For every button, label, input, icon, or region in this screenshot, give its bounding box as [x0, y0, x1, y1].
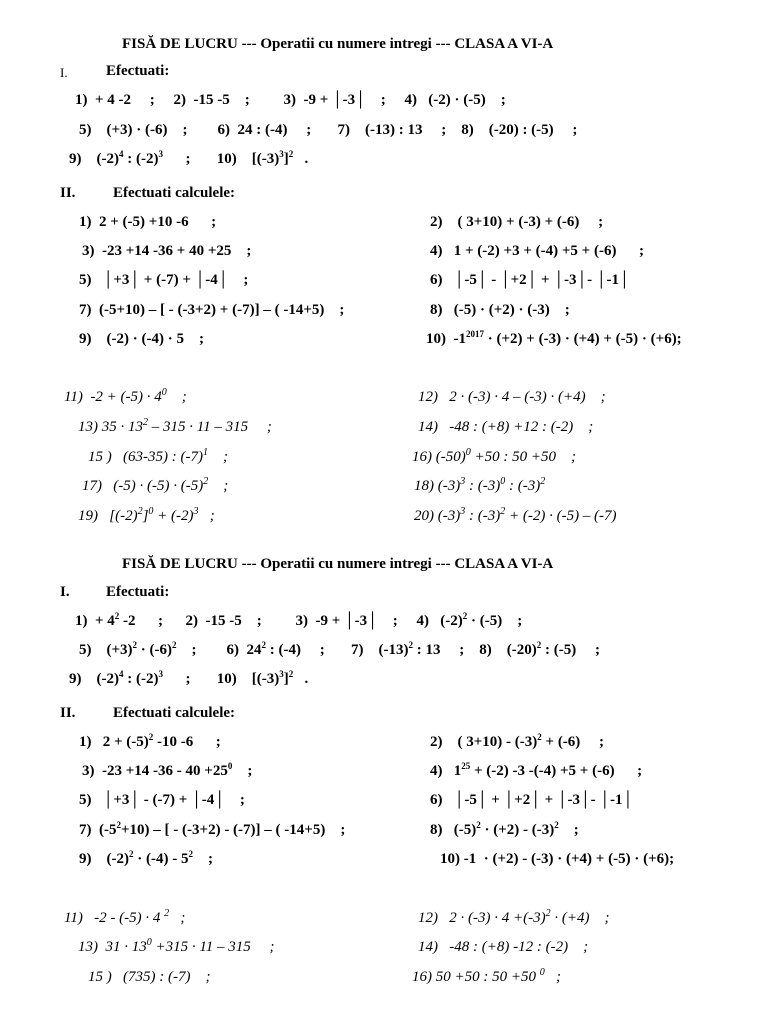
sheet1-title: FISĂ DE LUCRU --- Operatii cu numere intregi --- CLASA A VI-A: [122, 36, 554, 52]
sheet1-exercise-14: 14) -48 : (+8) +12 : (-2) ;: [418, 419, 594, 435]
sheet1-exercise-17: 17) $(-5) \cdot (-5) \cdot (-5)^2$ ;: [82, 476, 229, 494]
sheet1-exercise-3: 3) -23 +14 -36 + 40 +25 ;: [82, 243, 252, 259]
sheet1-part1-heading: Efectuati:: [106, 63, 170, 79]
sheet1-exercise-2: 2) ( 3+10) + (-3) + (-6) ;: [430, 214, 604, 230]
sheet2-part1-line1: $1) + 4^2$ -2 ; 2) -15 -5 ; 3) -9 + │-3│ ; 4) $(-2)^2 \cdot (-5)$ ;: [75, 611, 523, 629]
sheet1-exercise-7: 7) (-5+10) – [ - (-3+2) + (-7)] – ( -14+5) ;: [79, 302, 345, 318]
sheet1-exercise-16: 16) $(-50)^0 +50$ : 50 +50 ;: [412, 447, 576, 465]
sheet1-exercise-13: 13) $35 \cdot 13^2 - 315 \cdot 11 - 315$ ;: [78, 417, 272, 435]
sheet1-exercise-6: 6) │-5│ - │+2│ + │-3│- │-1│: [430, 272, 630, 288]
sheet1-exercise-15: 15 ) (63-35) : $(-7)^1$ ;: [88, 447, 228, 465]
sheet2-exercise-16: 16) 50 +50 : 50 +50 $^0$ ;: [412, 967, 561, 985]
sheet1-exercise-19: 19) $[(-2)^2]^0 + (-2)^3$ ;: [78, 506, 215, 524]
sheet2-part2-number: II.: [60, 705, 76, 721]
sheet2-exercise-13: 13) $31 \cdot 13^0 +315 \cdot 11 - 315$ ;: [78, 937, 275, 955]
sheet2-exercise-12: 12) $2 \cdot (-3) \cdot 4 +(-3)^2 \cdot (+4)$ ;: [418, 908, 610, 926]
sheet2-part1-heading: Efectuati:: [106, 584, 170, 600]
sheet2-part1-line3: 9) $(-2)^4$ : $(-2)^3$ ; 10) $[(-3)^3]^2$ .: [69, 669, 309, 687]
sheet2-exercise-4: 4) $1^{25} + (-2)$ -3 -(-4) +5 + (-6) ;: [430, 761, 643, 779]
sheet1-exercise-8: 8) (-5) · (+2) · (-3) ;: [430, 302, 570, 318]
sheet1-exercise-10: 10) $-1^{2017} \cdot (+2) + (-3) \cdot (+4) + (-5) \cdot (+6)$;: [426, 329, 682, 347]
sheet1-exercise-1: 1) 2 + (-5) +10 -6 ;: [79, 214, 217, 230]
sheet2-exercise-5: 5) │+3│ - (-7) + │-4│ ;: [79, 792, 245, 808]
sheet1-exercise-18: 18) $(-3)^3$ : $(-3)^0$ : $(-3)^2$: [414, 476, 546, 494]
sheet2-exercise-8: 8) $(-5)^2 \cdot (+2) - (-3)^2$ ;: [430, 820, 579, 838]
sheet2-part2-heading: Efectuati calculele:: [113, 705, 236, 721]
sheet1-exercise-12: 12) 2 · (-3) · 4 – (-3) · (+4) ;: [418, 389, 606, 405]
sheet2-part1-number: I.: [60, 584, 70, 600]
sheet2-title: FISĂ DE LUCRU --- Operatii cu numere intregi --- CLASA A VI-A: [122, 556, 554, 572]
sheet2-part1-line2: 5) $(+3)^2 \cdot (-6)^2$ ; 6) $24^2$ : (-4) ; 7) $(-13)^2$ : 13 ; 8) $(-20)^2$ : (-5) ;: [79, 640, 600, 658]
sheet2-exercise-1: 1) $2 + (-5)^2$ -10 -6 ;: [79, 732, 221, 750]
sheet1-part1-number: I.: [60, 65, 68, 80]
sheet1-part1-line3: 9) $(-2)^4$ : $(-2)^3$ ; 10) $[(-3)^3]^2$ .: [69, 149, 309, 167]
sheet2-exercise-3: 3) -23 +14 $-36 - 40 +25^0$ ;: [82, 761, 253, 779]
sheet2-exercise-2: 2) ( $3+10) - (-3)^2 + (-6)$ ;: [430, 732, 605, 750]
sheet2-exercise-14: 14) -48 : (+8) -12 : (-2) ;: [418, 939, 589, 955]
sheet2-exercise-6: 6) │-5│ + │+2│ + │-3│- │-1│: [430, 792, 634, 808]
sheet1-exercise-11: 11) $-2 + (-5) \cdot 4^0$ ;: [64, 387, 187, 405]
sheet1-part1-line2: 5) (+3) · (-6) ; 6) 24 : (-4) ; 7) (-13) : 13 ; 8) (-20) : (-5) ;: [79, 122, 578, 138]
sheet1-exercise-5: 5) │+3│ + (-7) + │-4│ ;: [79, 272, 249, 288]
sheet2-exercise-15: 15 ) (735) : (-7) ;: [88, 969, 211, 985]
sheet2-exercise-10: 10) -1 · (+2) - (-3) · (+4) + (-5) · (+6);: [440, 851, 675, 867]
sheet1-exercise-20: 20) $(-3)^3$ : $(-3)^2 + (-2) \cdot (-5) - (-7)$: [414, 506, 617, 524]
sheet1-exercise-9: 9) (-2) · (-4) · 5 ;: [79, 331, 204, 347]
sheet1-exercise-4: 4) 1 + (-2) +3 + (-4) +5 + (-6) ;: [430, 243, 644, 259]
sheet1-part2-number: II.: [60, 185, 76, 201]
sheet1-part2-heading: Efectuati calculele:: [113, 185, 236, 201]
sheet2-exercise-7: 7) $(-5^2+10)$ – [ - (-3+2) - (-7)] – ( -14+5) ;: [79, 820, 346, 838]
sheet2-exercise-11: 11) -2 - (-5) · 4 $^2$ ;: [64, 908, 186, 926]
sheet2-exercise-9: 9) $(-2)^2 \cdot (-4) - 5^2$ ;: [79, 849, 213, 867]
sheet1-part1-line1: 1) + 4 -2 ; 2) -15 -5 ; 3) -9 + │-3│ ; 4) (-2) · (-5) ;: [75, 92, 506, 108]
